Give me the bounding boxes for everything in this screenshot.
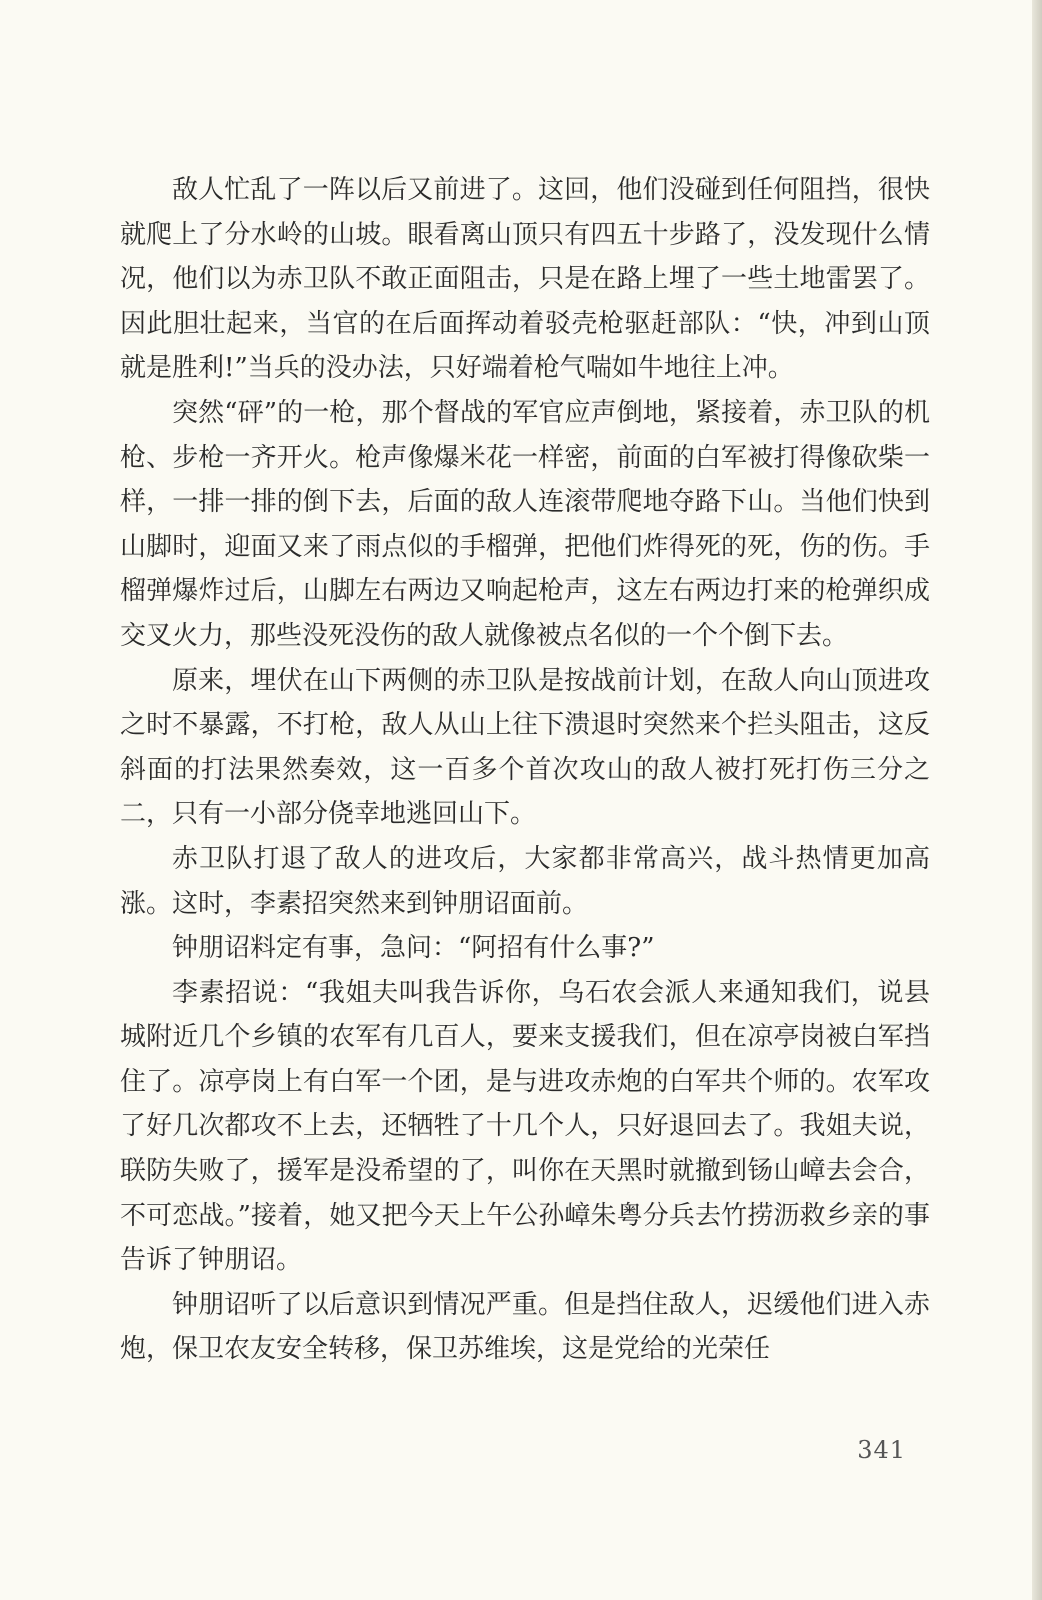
paragraph-4: 赤卫队打退了敌人的进攻后，大家都非常高兴，战斗热情更加高涨。这时，李素招突然来到钟朋诏面前。	[120, 843, 930, 919]
paragraph-3: 原来，埋伏在山下两侧的赤卫队是按战前计划，在敌人向山顶进攻之时不暴露，不打枪，敌人从山上往下溃退时突然来个拦头阻击，这反斜面的打法果然奏效，这一百多个首次攻山的敌人被打死打伤三分之二，只有一小部分侥幸地逃回山下。	[120, 665, 930, 830]
paragraph-7: 钟朋诏听了以后意识到情况严重。但是挡住敌人，迟缓他们进入赤炮，保卫农友安全转移，保卫苏维埃，这是党给的光荣任	[120, 1289, 930, 1365]
body-text	[120, 168, 930, 1372]
page-number: 341	[857, 1436, 906, 1464]
paragraph-2: 突然“砰”的一枪，那个督战的军官应声倒地，紧接着，赤卫队的机枪、步枪一齐开火。枪声像爆米花一样密，前面的白军被打得像砍柴一样，一排一排的倒下去，后面的敌人连滚带爬地夺路下山。当他们快到山脚时，迎面又来了雨点似的手榴弹，把他们炸得死的死，伤的伤。手榴弹爆炸过后，山脚左右两边又响起枪声，这左右两边打来的枪弹织成交叉火力，那些没死没伤的敌人就像被点名似的一个个倒下去。	[120, 397, 930, 651]
paragraph-1: 敌人忙乱了一阵以后又前进了。这回，他们没碰到任何阻挡，很快就爬上了分水岭的山坡。眼看离山顶只有四五十步路了，没发现什么情况，他们以为赤卫队不敢正面阻击，只是在路上埋了一些土地雷罢了。因此胆壮起来，当官的在后面挥动着驳壳枪驱赶部队：“快，冲到山顶就是胜利!”当兵的没办法，只好端着枪气喘如牛地往上冲。	[120, 175, 930, 384]
paragraph-5: 钟朋诏料定有事，急问：“阿招有什么事?”	[172, 933, 655, 964]
page-edge-shadow	[1032, 0, 1042, 1600]
paragraph-6: 李素招说：“我姐夫叫我告诉你，乌石农会派人来通知我们，说县城附近几个乡镇的农军有几百人，要来支援我们，但在凉亭岗被白军挡住了。凉亭岗上有白军一个团，是与进攻赤炮的白军共个师的。农军攻了好几次都攻不上去，还牺牲了十几个人，只好退回去了。我姐夫说，联防失败了，援军是没希望的了，叫你在天黑时就撤到钖山嶂去会合，不可恋战。”接着，她又把今天上午公孙嶂朱粤分兵去竹捞沥救乡亲的事告诉了钟朋诏。	[120, 977, 930, 1276]
